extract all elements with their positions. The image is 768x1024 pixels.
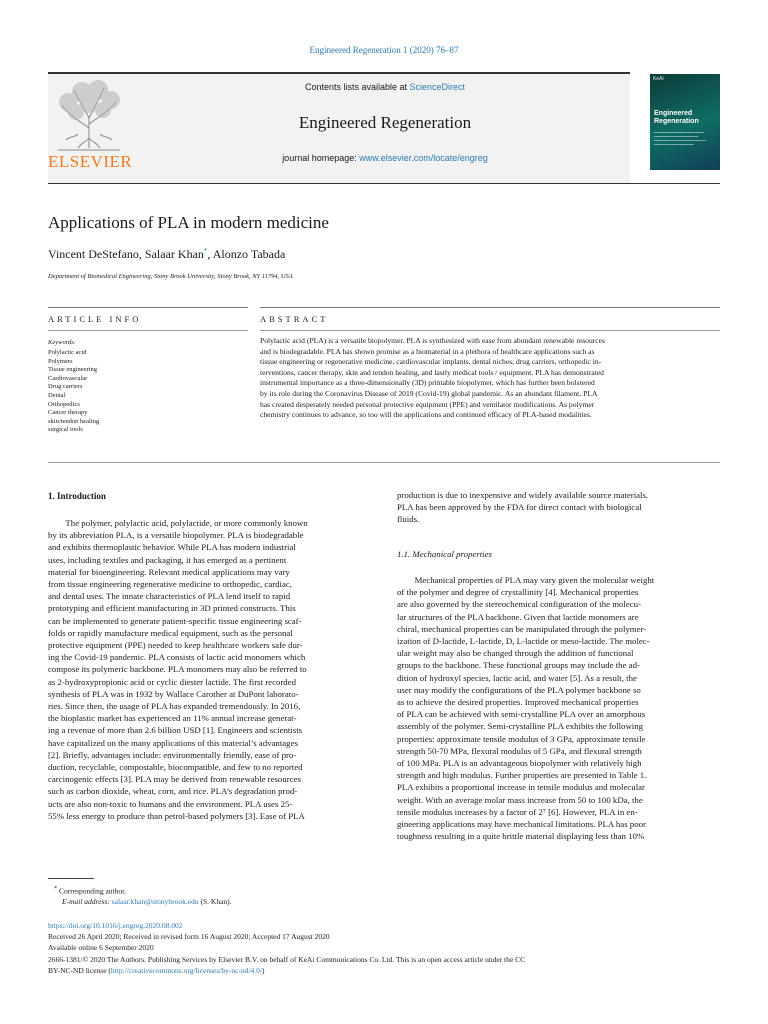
contents-prefix: Contents lists available at — [304, 82, 410, 92]
body-text-line: carcinogenic effects [3]. PLA may be derived from renewable resources — [48, 774, 301, 785]
cover-text-line — [654, 136, 698, 137]
body-text-line: ing the Covid-19 pandemic. PLA consists of lactic acid monomers which — [48, 652, 306, 663]
body-text-line: have capitalized on the many applications of this material’s advantages — [48, 737, 298, 748]
keyword-item: Cancer therapy — [48, 409, 88, 417]
abstract-line: chemistry continues to advance, so too will the applications and continued efficacy of PLA-based modalities. — [260, 410, 592, 420]
article-info-subrule — [48, 330, 248, 331]
abstract-bottom-rule — [48, 462, 720, 463]
body-text-line: and exhibits thermoplastic behavior. While PLA has modern industrial — [48, 542, 296, 553]
body-text-line: assembly of the polymer. Semi-crystalline PLA exhibits the following — [397, 721, 644, 732]
body-text-line: compose its polymeric backbone. PLA monomers may also be referred to — [48, 664, 307, 675]
body-text-line: PLA has been approved by the FDA for direct contact with biological — [397, 502, 642, 513]
body-text-line: ular weight may also be changed through the addition of functional — [397, 648, 634, 659]
elsevier-wordmark: ELSEVIER — [48, 152, 133, 171]
corresponding-label: Corresponding author. — [59, 886, 127, 896]
cover-title-line-2: Regeneration — [654, 118, 699, 125]
introduction-text — [48, 517, 372, 822]
article-footer — [48, 920, 720, 976]
abstract-line: instrumental importance as a three-dimensionally (3D) printable biopolymer, which has further been bolstered — [260, 378, 595, 388]
keywords-label: Keywords: — [48, 339, 76, 346]
body-text-line: are also governed by the stereochemical configuration of the molecu- — [397, 599, 642, 610]
authors-before: Vincent DeStefano, Salaar Khan — [48, 247, 204, 261]
body-text-line: PLA exhibits a proportional increase in tensile modulus and molecular — [397, 782, 645, 793]
body-text-line: 55% less energy to produce than petrol-based polymers [3]. Ease of PLA — [48, 810, 305, 821]
author-email-link[interactable]: salaar.khan@stonybrook.edu — [111, 897, 199, 906]
cover-title — [654, 110, 699, 126]
keyword-item: Tissue engineering — [48, 366, 98, 374]
journal-homepage-line — [150, 153, 620, 163]
body-text-line: Mechanical properties of PLA may vary given the molecular weight — [397, 575, 655, 585]
abstract-heading: ABSTRACT — [260, 314, 329, 324]
abstract-rule — [260, 307, 720, 308]
keyword-item: surgical tools — [48, 426, 83, 434]
body-text-line: chiral, mechanical properties can be manipulated through the polymer- — [397, 623, 647, 634]
body-text-line: user may modify the configurations of the PLA polymer backbone so — [397, 684, 641, 695]
body-text-line: [2]. Briefly, advantages include: environmentally friendly, ease of pro- — [48, 749, 297, 760]
body-text-line: of the polymer and degree of crystallinity [4]. Mechanical properties — [397, 587, 639, 598]
abstract-line: terventions, cancer therapy, skin and tendon healing, and lastly medical tools / equipment. PLA has demonstrated — [260, 367, 604, 377]
abstract-text — [260, 336, 720, 421]
available-online-date: Available online 6 September 2020 — [48, 943, 154, 953]
section-heading-introduction: 1. Introduction — [48, 491, 106, 501]
body-text-line: and dental uses. The innate characteristics of PLA lend itself to rapid — [48, 591, 291, 602]
sciencedirect-link[interactable]: ScienceDirect — [409, 82, 466, 92]
homepage-prefix: journal homepage: — [282, 153, 360, 163]
cover-text-line — [654, 132, 704, 133]
license-prefix: BY-NC-ND license ( — [48, 965, 111, 975]
body-text-line: of 100 MPa. PLA is an advantageous biopolymer with relatively high — [397, 758, 642, 769]
body-text-line: ries. Since then, the usage of PLA has expanded tremendously. In 2016, — [48, 701, 301, 712]
body-text-line: uses, including textiles and packaging, it has emerged as a pertinent — [48, 554, 287, 565]
introduction-continued-text — [397, 489, 720, 526]
cover-text-line — [654, 144, 694, 145]
body-text-line: strength and high modulus. Further properties are presented in Table 1. — [397, 770, 647, 781]
subsection-heading-mechanical-properties: 1.1. Mechanical properties — [397, 549, 492, 559]
license-link[interactable]: http://creativecommons.org/licenses/by-nc-nd/4.0/ — [110, 965, 262, 975]
body-text-line: lar structures of the PLA backbone. Given that lactide monomers are — [397, 611, 639, 622]
corresponding-author-footnote — [54, 884, 232, 908]
keyword-item: Polylactic acid — [48, 349, 87, 356]
body-text-line: gineering applications may have mechanical limitations. PLA has poor — [397, 819, 646, 830]
body-text-line: folds or rapidly manufacture medical equipment, such as the personal — [48, 627, 293, 638]
journal-title: Engineered Regeneration — [298, 113, 472, 132]
keyword-item: skin/tendon healing — [48, 417, 100, 425]
cover-text-line — [654, 140, 706, 141]
body-text-line: by its abbreviation PLA, is a versatile biopolymer. PLA is biodegradable — [48, 530, 304, 541]
keyword-item: Drug carriers — [48, 383, 83, 391]
body-text-line: weight. With an average molar mass increase from 50 to 100 kDa, the — [397, 794, 643, 805]
body-text-line: production is due to inexpensive and widely available source materials. — [397, 490, 649, 500]
abstract-line: has created desperately needed personal protective equipment (PPE) and ventilator modifications. As polymer — [260, 399, 595, 409]
body-text-line: protective equipment (PPE) needed to keep healthcare workers safe dur- — [48, 640, 303, 651]
body-text-line: prototyping and efficient manufacturing in 3D printed constructs. This — [48, 603, 296, 614]
body-text-line: dition of hydroxyl species, lactic acid, and water [5]. As a result, the — [397, 672, 637, 683]
keyword-item: Dental — [48, 391, 66, 399]
keywords-list — [48, 349, 99, 435]
body-text-line: groups to the backbone. These functional groups may include the ad- — [397, 660, 640, 671]
email-label: E-mail address: — [62, 897, 112, 906]
body-text-line: synthesis of PLA was in 1932 by Wallace Carother at DuPont laborato- — [48, 688, 299, 699]
journal-homepage-link[interactable]: www.elsevier.com/locate/engreg — [359, 153, 488, 163]
footnote-line-2 — [54, 897, 232, 908]
article-info-rule — [48, 307, 248, 308]
abstract-line: Polylactic acid (PLA) is a versatile biopolymer. PLA is synthesized with ease from abundant renewable resources — [260, 336, 605, 345]
body-text-line: ization of D-lactide, L-lactide, D, L-lactide or meso-lactide. The molec- — [397, 636, 650, 647]
license-line-2 — [48, 965, 720, 976]
body-text-line: of PLA can be achieved with semi-crystalline PLA over an amorphous — [397, 709, 646, 720]
cover-publisher: KeAi — [653, 76, 664, 82]
cover-title-line-1: Engineered — [654, 110, 693, 117]
author-list — [48, 247, 285, 262]
contents-availability-line — [150, 82, 620, 92]
body-text-line: material for bioengineering. Relevant medical applications may vary — [48, 566, 290, 577]
body-text-line: can be implemented to generate patient-specific tissue engineering scaf- — [48, 615, 302, 626]
body-text-line: The polymer, polylactic acid, polylactide, or more commonly known — [48, 518, 308, 528]
body-text-line: ucts are also non-toxic to humans and the environment. PLA uses 25- — [48, 798, 293, 809]
license-suffix: ) — [261, 965, 265, 975]
body-text-line: from tissue engineering regenerative medicine to orthopedic, cardiac, — [48, 579, 293, 590]
authors-after: , Alonzo Tabada — [207, 247, 286, 261]
journal-citation-link[interactable]: Engineered Regeneration 1 (2020) 76–87 — [309, 45, 459, 55]
email-name: (S. Khan). — [198, 897, 232, 906]
body-text-line: properties: approximate tensile modulus of 3 GPa, approximate tensile — [397, 733, 646, 744]
abstract-line: and is biodegradable. PLA has shown promise as a biomaterial in a plethora of healthcare applications such as — [260, 346, 595, 356]
journal-cover-image — [650, 74, 720, 170]
footnote-mark: * — [54, 885, 58, 892]
body-text-line: toughness resulting in a quite brittle material displaying less than 10% — [397, 831, 645, 842]
abstract-line: tissue engineering or regenerative medicine, cardiovascular implants, dental niches, drug carriers, orthopedic in- — [260, 357, 602, 367]
keyword-item: Cardiovascular — [48, 374, 88, 382]
body-text-line: such as carbon dioxide, wheat, corn, and rice. PLA’s degradation prod- — [48, 786, 298, 797]
article-info-heading: ARTICLE INFO — [48, 314, 142, 324]
abstract-subrule — [260, 330, 720, 331]
corresponding-author-mark[interactable]: * — [203, 247, 208, 255]
body-text-line: as 2-hydroxypropionic acid or cyclic diester lactide. The first recorded — [48, 676, 297, 687]
body-text-line: the bioplastic market has experienced an 11% annual increase generat- — [48, 713, 297, 724]
body-text-line: fluids. — [397, 514, 420, 525]
body-text-line: duction, recyclable, compostable, biocompatible, and few to no reported — [48, 762, 303, 773]
license-line-1: 2666-1381/© 2020 The Authors. Publishing Services by Elsevier B.V. on behalf of KeAi Communications Co. Ltd. This is an open access article under the CC — [48, 954, 526, 964]
article-title: Applications of PLA in modern medicine — [48, 213, 329, 232]
body-text-line: tensile modulus increases by a factor of 2⁷ [6]. However, PLA in en- — [397, 806, 638, 817]
doi-link[interactable]: https://doi.org/10.1016/j.engreg.2020.08.002 — [48, 921, 183, 930]
keyword-item: Polymers — [48, 357, 73, 365]
body-text-line: as to achieve the desired properties. Improved mechanical properties — [397, 697, 639, 708]
mechanical-properties-text — [397, 574, 720, 842]
footnote-rule — [48, 878, 94, 879]
abstract-line: by its role during the Coronavirus Disease of 2019 (Covid-19) global pandemic. As an abundant filament, PLA — [260, 388, 598, 398]
keyword-item: Orthopedics — [48, 400, 80, 408]
affiliation: Department of Biomedical Engineering, Stony Brook University, Stony Brook, NY 11794, USA — [48, 273, 293, 280]
body-text-line: strength 50-70 MPa, flexural modulus of 5 GPa, and flexural strength — [397, 745, 642, 756]
header-divider — [48, 183, 720, 184]
footnote-line-1 — [54, 884, 232, 897]
received-dates: Received 26 April 2020; Received in revised form 16 August 2020; Accepted 17 August 2020 — [48, 932, 330, 942]
body-text-line: ing a revenue of more than 2.6 billion USD [1]. Engineers and scientists — [48, 725, 303, 736]
